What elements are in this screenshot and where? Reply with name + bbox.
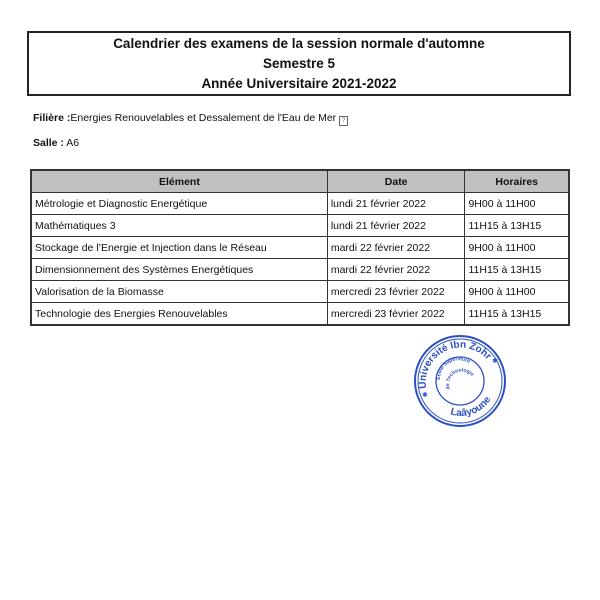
column-header-element: Elément bbox=[31, 170, 327, 193]
missing-glyph-icon: ? bbox=[339, 116, 348, 126]
cell-horaires: 11H15 à 13H15 bbox=[465, 215, 569, 237]
table-row bbox=[31, 237, 569, 259]
title-line-academic-year: Année Universitaire 2021-2022 bbox=[201, 76, 397, 91]
table-row bbox=[31, 215, 569, 237]
svg-text:de Technologie: de Technologie bbox=[444, 367, 475, 391]
cell-date: mercredi 23 février 2022 bbox=[327, 303, 465, 326]
cell-horaires: 9H00 à 11H00 bbox=[465, 281, 569, 303]
document-title-box bbox=[27, 31, 571, 96]
table-row bbox=[31, 281, 569, 303]
table-header-row bbox=[31, 170, 569, 193]
salle-label: Salle : bbox=[33, 137, 64, 149]
salle-value: A6 bbox=[66, 137, 80, 149]
table-row bbox=[31, 259, 569, 281]
exam-schedule-table bbox=[30, 169, 570, 326]
column-header-date: Date bbox=[327, 170, 465, 193]
filiere-line bbox=[33, 112, 348, 126]
svg-text:Ecole Supérieure: Ecole Supérieure bbox=[435, 356, 471, 380]
cell-horaires: 11H15 à 13H15 bbox=[465, 303, 569, 326]
stamp-seal-icon bbox=[412, 333, 508, 429]
university-stamp bbox=[412, 333, 508, 429]
cell-date: lundi 21 février 2022 bbox=[327, 215, 465, 237]
cell-date: mardi 22 février 2022 bbox=[327, 259, 465, 281]
cell-horaires: 9H00 à 11H00 bbox=[465, 193, 569, 215]
cell-element: Stockage de l’Energie et Injection dans le Réseau bbox=[31, 237, 327, 259]
salle-line bbox=[33, 137, 79, 149]
table-row bbox=[31, 303, 569, 326]
svg-text:✱: ✱ bbox=[492, 358, 498, 365]
svg-text:✱: ✱ bbox=[422, 392, 428, 399]
column-header-horaires: Horaires bbox=[465, 170, 569, 193]
svg-text:Université Ibn Zohr: Université Ibn Zohr bbox=[417, 339, 494, 390]
cell-horaires: 9H00 à 11H00 bbox=[465, 237, 569, 259]
cell-element: Métrologie et Diagnostic Energétique bbox=[31, 193, 327, 215]
cell-element: Valorisation de la Biomasse bbox=[31, 281, 327, 303]
cell-date: mardi 22 février 2022 bbox=[327, 237, 465, 259]
cell-horaires: 11H15 à 13H15 bbox=[465, 259, 569, 281]
table-row bbox=[31, 193, 569, 215]
svg-text:Laâyoune: Laâyoune bbox=[449, 394, 494, 420]
cell-date: lundi 21 février 2022 bbox=[327, 193, 465, 215]
cell-element: Technologie des Energies Renouvelables bbox=[31, 303, 327, 326]
filiere-label: Filière : bbox=[33, 112, 71, 124]
title-line-calendar: Calendrier des examens de la session normale d'automne bbox=[113, 36, 485, 51]
title-line-semester: Semestre 5 bbox=[262, 56, 336, 71]
cell-element: Dimensionnement des Systèmes Energétiques bbox=[31, 259, 327, 281]
cell-element: Mathématiques 3 bbox=[31, 215, 327, 237]
cell-date: mercredi 23 février 2022 bbox=[327, 281, 465, 303]
filiere-value: Energies Renouvelables et Dessalement de l'Eau de Mer bbox=[70, 112, 337, 124]
